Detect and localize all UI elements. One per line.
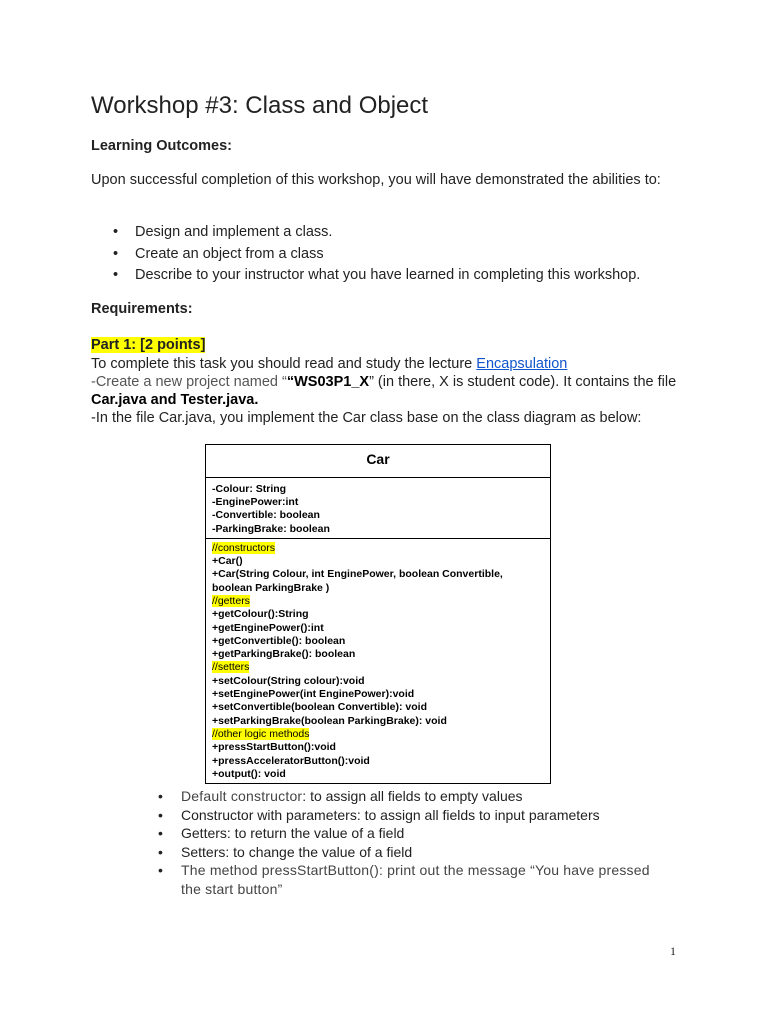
- list-item: • Getters: to return the value of a field: [158, 824, 650, 843]
- comment-setters: //setters: [212, 661, 250, 674]
- page-title: Workshop #3: Class and Object: [91, 92, 429, 119]
- uml-method: +setParkingBrake(boolean ParkingBrake): void: [212, 714, 447, 727]
- uml-attribute: -EnginePower:int: [212, 496, 299, 509]
- comment-constructors: //constructors: [212, 541, 276, 554]
- part1-title: [91, 337, 205, 353]
- comment-other-logic: //other logic methods: [212, 727, 310, 740]
- list-item-line: • The method pressStartButton(): print out the message “You have pressed: [181, 862, 650, 878]
- part1-line-1-text: To complete this task you should read and study the lecture: [91, 356, 477, 372]
- uml-attribute: -Convertible: boolean: [212, 509, 320, 522]
- list-item: • Setters: to change the value of a field: [158, 843, 650, 862]
- project-name: “WS03P1_X: [286, 374, 370, 390]
- uml-method: +getColour():String: [212, 608, 309, 621]
- uml-class-name: Car: [206, 445, 550, 478]
- uml-method-comment: [212, 542, 544, 555]
- uml-method: +getConvertible(): boolean: [212, 634, 346, 647]
- part1-title-text: Part 1: [2 points]: [91, 337, 206, 353]
- list-item: [158, 787, 650, 806]
- learning-outcomes-intro: Upon successful completion of this workshop, you will have demonstrated the abilities to:: [91, 172, 661, 188]
- uml-method: +pressStartButton():void: [212, 741, 336, 754]
- page-number: 1: [670, 944, 676, 958]
- uml-method-comment: [212, 661, 544, 674]
- part1-line-1: [91, 355, 711, 373]
- comment-getters: //getters: [212, 595, 250, 607]
- part1-line-2: [91, 373, 711, 391]
- uml-method-comment: [212, 595, 544, 608]
- uml-method: +pressAcceleratorButton():void: [212, 754, 370, 767]
- uml-class-diagram: [205, 444, 551, 784]
- uml-attributes: [206, 478, 550, 539]
- list-item-label: Default constructor: [181, 788, 303, 804]
- learning-outcomes-list: [91, 223, 640, 288]
- part1-line-4: -In the file Car.java, you implement the Car class base on the class diagram as below:: [91, 410, 642, 426]
- part1-line-3: Car.java and Tester.java.: [91, 392, 259, 408]
- uml-attribute: -Colour: String: [212, 483, 287, 495]
- uml-attribute: -ParkingBrake: boolean: [212, 522, 330, 535]
- learning-outcomes-heading: Learning Outcomes:: [91, 138, 232, 154]
- part1-line-2-rest: ” (in there, X is student code). It contains the file: [369, 374, 677, 390]
- list-item: • Constructor with parameters: to assign all fields to input parameters: [158, 806, 650, 825]
- uml-methods: [206, 539, 550, 783]
- list-item: • Design and implement a class.: [91, 223, 640, 245]
- uml-method: +getEnginePower():int: [212, 621, 324, 634]
- uml-method: +setEnginePower(int EnginePower):void: [212, 688, 415, 701]
- list-item-line: the start button”: [181, 880, 283, 897]
- uml-method: +setColour(String colour):void: [212, 674, 365, 687]
- uml-method: +setConvertible(boolean Convertible): void: [212, 701, 427, 714]
- uml-method: +Car(String Colour, int EnginePower, boolean Convertible,: [212, 568, 503, 581]
- list-item-text: : to assign all fields to empty values: [302, 788, 523, 804]
- uml-method: +Car(): [212, 555, 243, 568]
- uml-method-comment: [212, 728, 544, 741]
- encapsulation-link[interactable]: Encapsulation: [476, 356, 568, 372]
- list-item: • Describe to your instructor what you have learned in completing this workshop.: [91, 266, 640, 288]
- uml-method: +getParkingBrake(): boolean: [212, 648, 356, 661]
- method-details-list: [158, 787, 650, 898]
- uml-method: +output(): void: [212, 767, 286, 780]
- uml-method: boolean ParkingBrake ): [212, 581, 330, 594]
- requirements-heading: Requirements:: [91, 301, 193, 317]
- part1-line-2-prefix: -Create a new project named “: [91, 374, 287, 390]
- list-item: • Create an object from a class: [91, 245, 640, 267]
- part1-instructions: [91, 355, 711, 427]
- list-item: [158, 861, 650, 898]
